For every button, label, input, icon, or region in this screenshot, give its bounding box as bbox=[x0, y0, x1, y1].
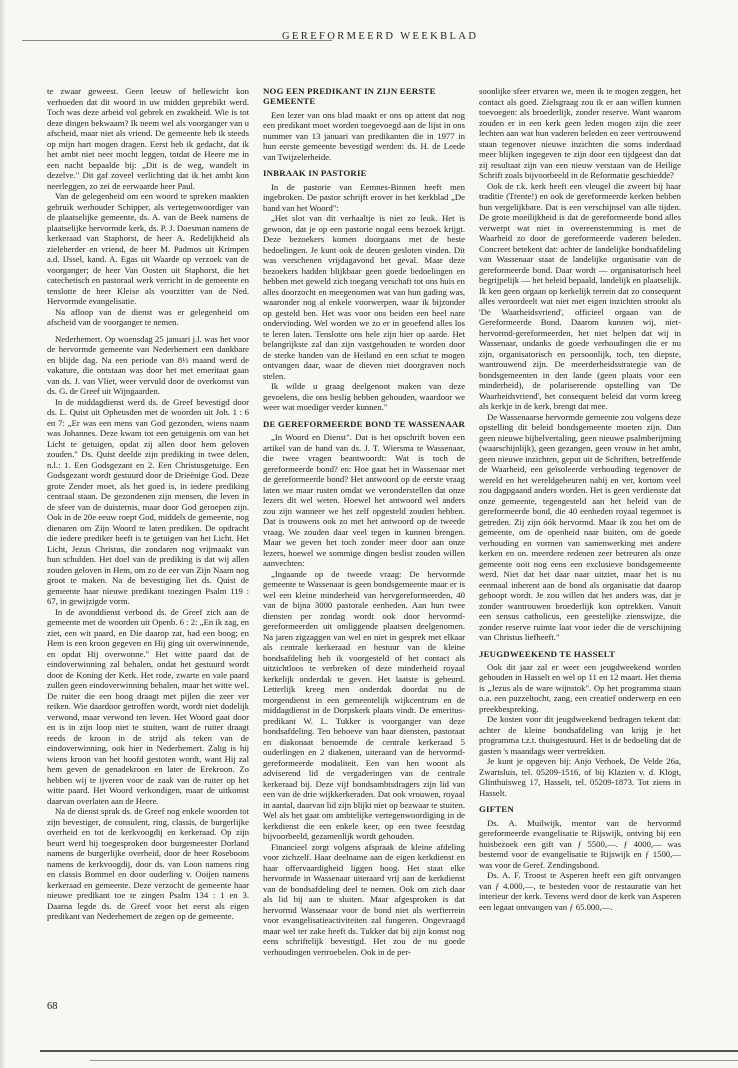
paragraph: In de middagdienst werd ds. de Greef bevestigd door ds. L. Quist uit Opheusden met de woorden uit Joh. 1 : 6 en 7: „Er was een mens van God gezonden, wiens naam was Johannes. Deze kwam tot een getuigenis om van het Licht te getuigen, opdat zij allen door hem geloven zouden." Ds. Quist deelde zijn prediking in twee delen, n.l.: 1. Een Godsgezant en 2. Een Christusgetuige. Een Godsgezant wordt gestuurd door de Drieënige God. Deze grote Zender moet, als het goed is, in iedere prediking centraal staan. De gezondenen zijn mensen, die leven in de sfeer van de duisternis, maar door God geroepen zijn. Ook in de 20e eeuw roept God, middels de gemeente, nog dienaren om Zijn Woord te laten prediken. De opdracht die iedere prediker heeft is te getuigen van het Licht. Het Licht, Jezus Christus, die zondaren nog vrijmaakt van hun schulden. Het doel van de prediking is dat wij allen zouden geloven in Hem, om zo de eer van Zijn Naam nog groot te maken. Na de bevestiging liet ds. Quist de gemeente haar nieuwe predikant toezingen Psalm 119 : 67, in gewijzigde vorm. bbox=[47, 396, 249, 606]
section-heading: GIFTEN bbox=[479, 804, 514, 815]
paragraph: Ds. A. Muilwijk, mentor van de hervormd gereformeerde evangelisatie te Rijswijk, ontving bij een huisbezoek een gift van ƒ 5500,—. ƒ 4000,— was bestemd voor de evangelisatie te Rijswijk en ƒ 1500,— was voor de Geref. Zendingsbond. bbox=[479, 817, 681, 870]
paragraph: De Wassenaarse hervormde gemeente zou volgens deze opstelling dit beleid bondsgemeente moeten zijn. Dan geen nieuwe bijbelvertaling, geen nieuwe psalmberijming (waarschijnlijk), geen gezangen, geen vrouw in het ambt, geen nieuwe inzichten, geput uit de Schriften, betreffende de Waarheid, een geïsoleerde verhouding tegenover de wereld en het wereldgebeuren nabij en ver, kortom veel zou dagpgaand anders worden. Het is geen verdienste dat onze gemeente, tegengesteld aan het beleid van de gereformeerde bond, die 40 eenheden royaal tegemoet is getreden. Zij zijn óók hervormd. Maar ik zou het om de gemeente, om de openheid naar buiten, om de goede verhouding en vormen van samenwerking met andere kerken en on. meerdere redenen zeer betreuren als onze gemeente ooit nog eens een exclusieve bondsgemeente werd. Niet dat het daar naar uitziet, maar het is nu eenmaal inherent aan de bond als organisatie dat daarop gehoopt wordt. Je zou willen dat het anders was, dat je zonder wantrouwen broederlijk kon optrekken. Vanuit een sensus catholicus, een geestelijke zienswijze, die zonder reserve ruimte laat voor ieder die de verschijning van Christus liefheeft." bbox=[479, 411, 681, 642]
section-heading: DE GEREFORMEERDE BOND TE WASSENAAR bbox=[263, 418, 465, 429]
paragraph: „Het slot van dit verhaaltje is niet zo leuk. Het is gewoon, dat je op een pastorie nogal eens bezoek krijgt. Deze bezoekers komen doorgaans met de beste bedoelingen. Je kunt ook de deuren gesloten vinden. Dit was verschenen vrijdagavond het geval. Maar deze bezoekers hadden blijkbaar geen goede bedoelingen en hebben met geweld zich toegang verschaft tot ons huis en alles doorzocht en meegenomen wat van hun gading was, waaronder nog al enkele voorwerpen, waar ik bijzonder op gesteld ben. Het was voor ons beiden een heel nare ondervinding. Wel worden we zo er in geoefend alles los te leren laten. Tenslotte ons hele zijn hier op aarde. Het belangrijkste zal dan zijn vastgehouden te worden door de sterke handen van de Heiland en een schat te mogen ontvangen daar, waar de dieven niet doorgraven noch stelen. bbox=[263, 213, 465, 381]
paragraph: te zwaar geweest. Geen leeuw of hellewicht kon verhoeden dat dit woord in uw midden geprebikt werd. Toch was deze arbeid vol gebrek en zwakheid. Wie is tot deze dingen bekwaam? Ik neem wel als voorganger van u afscheid, maar niet als vriend. De gemeente heb ik steeds op mijn hart mogen dragen. Eerst heb ik gedacht, dat ik het ambt niet neer mocht leggen, totdat de Heere me in een nacht bepaalde bij: „Dit is de weg, wandelt in dezelve." Dit gaf zoveel verlichting dat ik het ambt kon neerleggen, zo zei de eerwaarde heer Paul. bbox=[47, 86, 249, 191]
paragraph: Nederhemert. Op woensdag 25 januari j.l. was het voor de hervormde gemeente van Nederhemert een dankbare en blijde dag. Na een periode van 8½ maand werd de vakature, die ontstaan was door het met emeritaat gaan van ds. J. van Vliet, weer vervuld door de overkomst van ds. G. de Greef uit Wijngaarden. bbox=[47, 333, 249, 396]
paragraph: In de pastorie van Eemnes-Binnen heeft men ingebroken. De pastor schrijft erover in het kerkblad „De band van het Woord": bbox=[263, 181, 465, 213]
paragraph: soonlijke sfeer ervaren we, meen ik te mogen zeggen, het contact als goed. Zielsgraag zou ik er aan willen kunnen toevoegen: als broederlijk, zonder reserve. Want waarom zouden er in een kerk geen leden mogen zijn die zeer lechten aan wat hun vaderen beleden en zeer vertrouwend staan tegenover nieuwe inzichten die soms inderdaad meer blijken ingegeven te zijn door een tijdgeest dan dat zij resultaat zijn van een nieuw verstaan van de Heilige Schrift zoals bijvoorbeeld in de Reformatie geschiedde? bbox=[479, 86, 681, 180]
paragraph: Een lezer van ons blad maakt er ons op attent dat nog een predikant moet worden toegevoegd aan de lijst in ons nummer van 13 januari van predikanten die in 1977 in hun eerste gemeente bevestigd werden: ds. H. de Leede van Twijzelerheide. bbox=[263, 109, 465, 162]
section-heading: NOG EEN PREDIKANT IN ZIJN EERSTE GEMEENTE bbox=[263, 86, 436, 107]
column-2 bbox=[263, 86, 465, 957]
scan-edge-line bbox=[40, 1050, 738, 1052]
column-3 bbox=[479, 86, 681, 941]
paragraph: In de avonddienst verbond ds. de Greef zich aan de gemeente met de woorden uit Openb. 6 : 2: „En ik zag, en ziet, een wit paard, en Die daarop zat, had een boog; en Hem is een kroon gegeven en Hij ging uit overwinnende, en opdat Hij overwonne." Het witte paard dat de eindoverwinning zal behalen, ondat het gestuurd wordt door de Koning der Kerk. Het rode, zwarte en vale paard zullen geen eindoverwinning behalen, maar het witte wel. De ruiter die een boog draagt met pijlen die zeer ver reiken. Wie daardoor getroffen wordt, wordt niet dodelijk verwond, maar verwond ten leven. Het Woord gaat door en is in zijn loop niet te stuiten, want de ruiter draagt reeds de kroon in de strijd als teken van de eindoverwinning, ook hier in Nederhemert. Zalig is hij wiens kroon van het hoofd gestoten wordt, want Hij zal hem geven de genadekroon en later de Erekroon. Zo hebben wij te ijveren voor de zaak van de ruiter op het witte paard. Het Woord verkondigen, maar de uitkomst daarvan overlaten aan de Heere. bbox=[47, 606, 249, 806]
paragraph: Van de gelegenheid om een woord te spreken maakten gebruik werhouder Schipper, als vertegenwoordiger van de plaatselijke gemeente, ds. A. van de Beek namens de plaatselijke hervormde kerk, ds. P. J. Doesman namens de kerkeraad van Staphorst, de heer A. Redelijkheid als zieleherder en vriend, de heer M. Padmos uit Krimpen a.d. IJssel, kand. A. Egas uit Waarde op verzoek van de voorganger; de heer Van Oosten uit Staphorst, die het catechetisch en pastoraal werk verricht in de gemeente en tenslotte de heer Kleise als voorzitter van de Ned. Hervormde evangelisatie. bbox=[47, 191, 249, 306]
paragraph: „Ingaande op de tweede vraag: De hervormde gemeente te Wassenaar is geen bondsgemeente maar er is wel een kleine minderheid van hervgereformeerden, 40 van de bijna 3000 pastorale eenheden. Aan hun twee diensten per zondag wordt ook door hervormd-gereformeerden uit omliggende plaatsen deelgenomen. Na jaren zigzaggen van wel en niet in gesprek met elkaar als centrale kerkeraad en bestuur van de kleine bondsafdeling heb ik voorgesteld of het contact als uitzichtloos te verbreken of deze minderheid royaal kerkelijk onderdak te geven. Het laatste is gebeurd. Letterlijk kreeg men onderdak doordat nu de morgendienst in een gemeentelijk wijkcentrum en de middagdienst in de Dorpskerk plaats vindt. De emeritus-predikant W. L. Tukker is voorganger van deze bondsafdeling. Ten behoeve van haar diensten, pastoraat en diakonaat benoemde de centrale kerkeraad 5 ouderlingen en 2 diakenen, uiteraard van de hervormd-gereformeerde modaliteit. Een van hen woont als adviserend lid de vergaderingen van de centrale kerkeraad bij. Deze vijf bondsambtsdragers zijn lid van een van de drie wijkkerkeraden. Dat ook vrouwen, royaal in aantal, daarvan lid zijn blijkt niet op bezwaar te stuiten. Wel als het gaat om ambtelijke vertegenwoordiging in de kerkdienst die een enkele keer, op een twee feestdag bijvoorbeeld, gezamenlijk wordt gehouden. bbox=[263, 568, 465, 842]
text-columns bbox=[47, 86, 681, 957]
scan-edge-line bbox=[90, 1060, 738, 1061]
paragraph: Ds. A. F. Troost te Asperen heeft een gift ontvangen van ƒ 4.000,—, te besteden voor de restauratie van het interieur der kerk. Tevens werd door de kerk van Asperen een legaat ontvangen van ƒ 65.000,—. bbox=[479, 870, 681, 912]
paragraph: Ook dit jaar zal er weer een jeugdweekend worden gehouden in Hasselt en wel op 11 en 12 maart. Het thema is „Jezus als de ware wijnstok". Op het programma staan o.a. een puzzeltocht, zang, een creatief onderwerp en een preekbespreking. bbox=[479, 661, 681, 714]
section-heading: JEUGDWEEKEND TE HASSELT bbox=[479, 648, 616, 659]
paragraph: Na de dienst sprak ds. de Greef nog enkele woorden tot zijn bevestiger, de consulent, ring, classis, de burgerlijke overheid en tot de kerkvoogdij en kerkeraad. Op zijn beurt werd hij toegesproken door burgemeester Dorland namens de burgerlijke overheid, door de heer Roseboom namens de kerkvoogdij, door ds. van Loon namens ring en classis Bommel en door ouderling v. Ooijen namens kerkeraad en gemeente. Deze verzocht de gemeente haar nieuwe predikant toe te zingen Psalm 134 : 1 en 3. Daarna legde ds. de Greef voor het eerst als eigen predikant van Nederhemert de zegen op de gemeente. bbox=[47, 806, 249, 921]
paragraph: Je kunt je opgeven bij: Anjo Verhoek, De Velde 26a, Zwartsluis, tel. 05209-1516, of bij Klazien v. d. Klogt, Glinthuisweg 17, Hasselt, tel. 05209-1873. Tot ziens in Hasselt. bbox=[479, 756, 681, 798]
paragraph: Financieel zorgt volgens afspraak de kleine afdeling voor zichzelf. Haar deelname aan de eigen kerkdienst en haar offervaardigheid liggen hoog. Het staat elke hervormde in Wassenaar uiteraard vrij aan de kerkdienst van de bondsafdeling deel te nemen. Ook om zich daar als lid bij aan te sluiten. Maar afgesproken is dat hervormd Wassenaar voor de bond niet als werfterrein voor evangelisatieactiviteiten zal fungeren. Ongevraagd maar wel ter zake heeft ds. Tukker dat bij zijn komst nog eens schriftelijk bevestigd. Het zou de nu goede verhoudingen vertroebelen. Ook in de per- bbox=[263, 841, 465, 957]
page-number: 68 bbox=[47, 1001, 58, 1012]
section-heading: INBRAAK IN PASTORIE bbox=[263, 168, 367, 179]
paragraph: Na afloop van de dienst was er gelegenheid om afscheid van de voorganger te nemen. bbox=[47, 306, 249, 327]
page-edge-shadow bbox=[0, 0, 6, 1068]
paragraph: Ik wilde u graag deelgenoot maken van deze gevoelens, die ons beslig hebben gehouden, waardoor we weer wat moediger verder kunnen." bbox=[263, 381, 465, 413]
paragraph: „In Woord en Dienst". Dat is het opschrift boven een artikel van de hand van ds. J. T. Wiersma te Wassenaar, die twee vragen beantwoordt: Wat is toch de gereformeerde bond? en: Hoe gaat het in Wassenaar met de gereformeerde bond? Het antwoord op de eerste vraag laten we maar rusten omdat we veronderstellen dat onze lezers dit wel weten. Hoewel het antwoord wel anders zou zijn wanneer we het zelf opgesteld zouden hebben. Dat is trouwens ook zo met het antwoord op de tweede vraag. We zouden daar veel tegen in kunnen brengen. Maar we geven het toch zonder meer door aan onze lezers, hoewel we sommige dingen beslist zouden willen aanvechten: bbox=[263, 432, 465, 569]
column-1 bbox=[47, 86, 249, 941]
running-head: GEREFORMEERD WEEKBLAD bbox=[282, 31, 479, 42]
paragraph: De kosten voor dit jeugdweekend bedragen tekent dat: achter de kleine bondsafdeling van krijg je het programma t.z.t. thuisgestuurd. Het is de bedoeling dat de gasten 's maandags weer vertrekken. bbox=[479, 714, 681, 756]
paragraph: Ook de r.k. kerk heeft een vleugel die zweert bij haar traditie (Trente!) en ook de gereformeerde kerken hebben hun vergelijkbare. Dat is een verschijnsel van alle tijden. De grote moeilijkheid is dat de gereformeerde bond alles verwerpt wat niet in overeenstemming is met de Waarheid zo door de gereformeerde vaderen beleden. Concreet betekent dat: achter de landelijke bondsafdeling van Wassenaar staat de landelijke organisatie van de gereformeerde bond. Daar wordt — organisatorisch heel begrijpelijk — het beleid bepaald, landelijk en plaatselijk. Ik ken geen orgaan op kerkelijk terrein dat zo consequent alles veroordeelt wat niet met eigen inzichten strookt als 'De Waarheidsvriend', officieel orgaan van de Gereformeerde Bond. Daarom kunnen wij, niet-hervormd-gereformeerden, het niet helpen dat wij in Wassenaar, ondanks de goede verhoudingen die er nu zijn, organisatorisch en persoonlijk, toch, ten diepste, wantrouwend zijn. De meerderheidsstrategie van de bondsgemeenten in den lande (geen plaats voor een minderheid), de polariserende opstelling van 'De Waarheidsvriend', het consequent beleid dat vorm kreeg als kerkje in de kerk, brengt dat mee. bbox=[479, 180, 681, 411]
